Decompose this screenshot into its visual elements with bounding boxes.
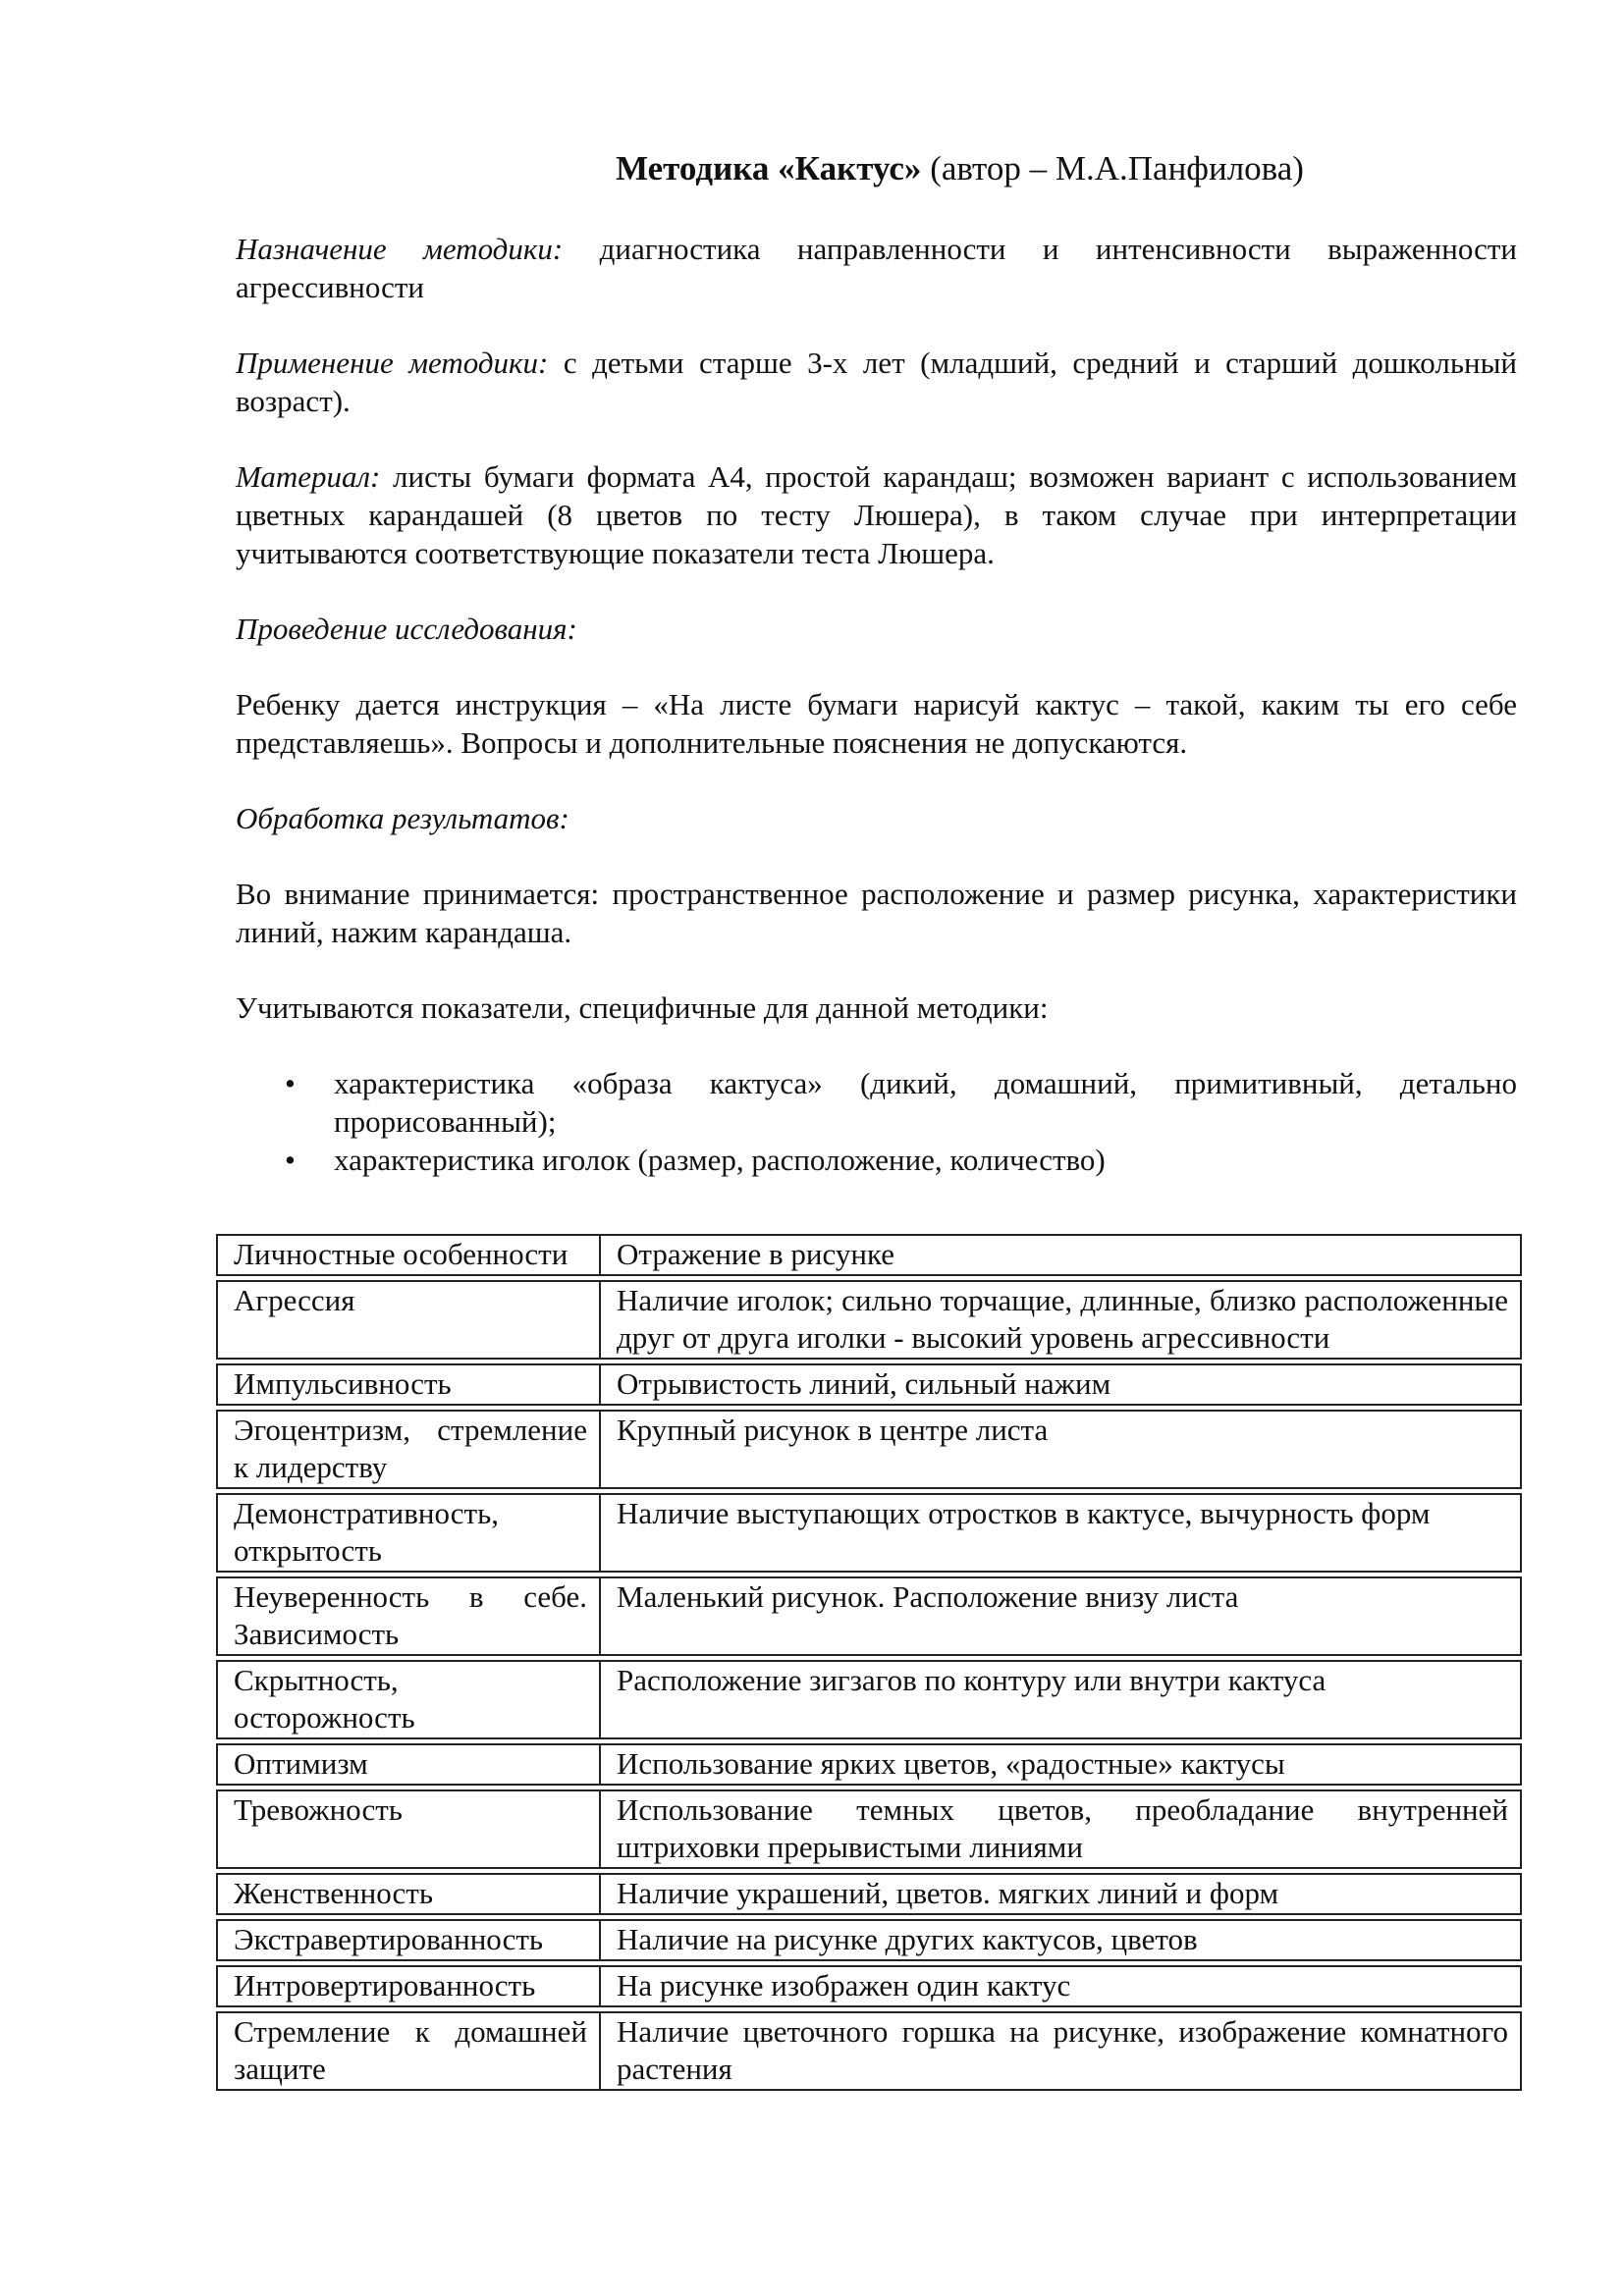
- table-cell-trait: Эгоцентризм, стремление к лидерству: [216, 1410, 601, 1489]
- table-cell-reflection: Использование ярких цветов, «радостные» кактусы: [601, 1743, 1522, 1786]
- table-cell-trait: Женственность: [216, 1873, 601, 1915]
- table-cell-trait: Скрытность, осторожность: [216, 1660, 601, 1739]
- table-header-cell: Личностные особенности: [216, 1234, 601, 1276]
- table-cell-reflection: Наличие выступающих отростков в кактусе, вычурность форм: [601, 1493, 1522, 1573]
- usage-paragraph: [236, 344, 1517, 420]
- procedure-heading: Проведение исследования:: [236, 612, 577, 646]
- purpose-label: Назначение методики:: [236, 232, 564, 266]
- table-row: [216, 2011, 1522, 2091]
- table-row: [216, 1789, 1522, 1869]
- table-cell-trait: Агрессия: [216, 1280, 601, 1360]
- table-row: [216, 1363, 1522, 1406]
- table-cell-trait: Неуверенность в себе. Зависимость: [216, 1576, 601, 1656]
- material-label: Материал:: [236, 459, 381, 494]
- table-cell-reflection: Наличие на рисунке других кактусов, цветов: [601, 1919, 1522, 1961]
- table-cell-reflection: На рисунке изображен один кактус: [601, 1965, 1522, 2007]
- table-row: [216, 1873, 1522, 1915]
- usage-text: с детьми старше 3-х лет (младший, средний и старший дошкольный возраст).: [236, 346, 1517, 418]
- attention-paragraph: Во внимание принимается: пространственное расположение и размер рисунка, характеристики линий, нажим карандаша.: [236, 877, 1517, 949]
- title-bold: Методика «Кактус»: [616, 149, 922, 187]
- table-header-cell: Отражение в рисунке: [601, 1234, 1522, 1276]
- bullet-marker: •: [285, 1143, 296, 1177]
- table-cell-reflection: Отрывистость линий, сильный нажим: [601, 1363, 1522, 1406]
- table-row: [216, 1493, 1522, 1573]
- table-cell-trait: Импульсивность: [216, 1363, 601, 1406]
- table-cell-trait: Оптимизм: [216, 1743, 601, 1786]
- document-page: [236, 147, 1517, 1220]
- purpose-text: диагностика направленности и интенсивности выраженности агрессивности: [236, 232, 1517, 304]
- table-cell-reflection: Крупный рисунок в центре листа: [601, 1410, 1522, 1489]
- list-item: [285, 1141, 1517, 1179]
- table-row: [216, 1280, 1522, 1360]
- table-cell-reflection: Наличие украшений, цветов. мягких линий и форм: [601, 1873, 1522, 1915]
- list-item-text: характеристика «образа кактуса» (дикий, домашний, примитивный, детально прорисованный);: [334, 1066, 1517, 1139]
- table-header-row: [216, 1234, 1522, 1276]
- usage-label: Применение методики:: [236, 346, 549, 380]
- table-cell-reflection: Использование темных цветов, преобладание внутренней штриховки прерывистыми линиями: [601, 1789, 1522, 1869]
- list-item: [285, 1064, 1517, 1141]
- table-row: [216, 1576, 1522, 1656]
- table-cell-reflection: Расположение зигзагов по контуру или внутри кактуса: [601, 1660, 1522, 1739]
- list-item-text: характеристика иголок (размер, расположение, количество): [334, 1143, 1106, 1177]
- table-row: [216, 1660, 1522, 1739]
- indicators-intro: Учитываются показатели, специфичные для данной методики:: [236, 990, 1049, 1025]
- processing-heading: Обработка результатов:: [236, 801, 569, 835]
- table-cell-trait: Демонстративность, открытость: [216, 1493, 601, 1573]
- title-author: (автор – М.А.Панфилова): [921, 149, 1304, 187]
- table-cell-reflection: Наличие цветочного горшка на рисунке, изображение комнатного растения: [601, 2011, 1522, 2091]
- interpretation-table: [216, 1230, 1522, 2095]
- instruction-paragraph: Ребенку дается инструкция – «На листе бумаги нарисуй кактус – такой, каким ты его себе представляешь». Вопросы и дополнительные пояснения не допускаются.: [236, 687, 1517, 760]
- table-cell-reflection: Наличие иголок; сильно торчащие, длинные, близко расположенные друг от друга иголки - высокий уровень агрессивности: [601, 1280, 1522, 1360]
- page-title: [403, 147, 1517, 190]
- table-cell-trait: Стремление к домашней защите: [216, 2011, 601, 2091]
- table-cell-trait: Тревожность: [216, 1789, 601, 1869]
- indicators-list: [236, 1064, 1517, 1179]
- table-cell-reflection: Маленький рисунок. Расположение внизу листа: [601, 1576, 1522, 1656]
- table-cell-trait: Экстравертированность: [216, 1919, 601, 1961]
- material-paragraph: [236, 457, 1517, 572]
- bullet-marker: •: [285, 1066, 296, 1100]
- table-row: [216, 1410, 1522, 1489]
- table-row: [216, 1965, 1522, 2007]
- material-text: листы бумаги формата А4, простой карандаш; возможен вариант с использованием цветных карандашей (8 цветов по тесту Люшера), в таком случае при интерпретации учитываются соответствующие показатели теста Люшера.: [236, 459, 1517, 570]
- table-row: [216, 1919, 1522, 1961]
- purpose-paragraph: [236, 230, 1517, 306]
- table-cell-trait: Интровертированность: [216, 1965, 601, 2007]
- table-row: [216, 1743, 1522, 1786]
